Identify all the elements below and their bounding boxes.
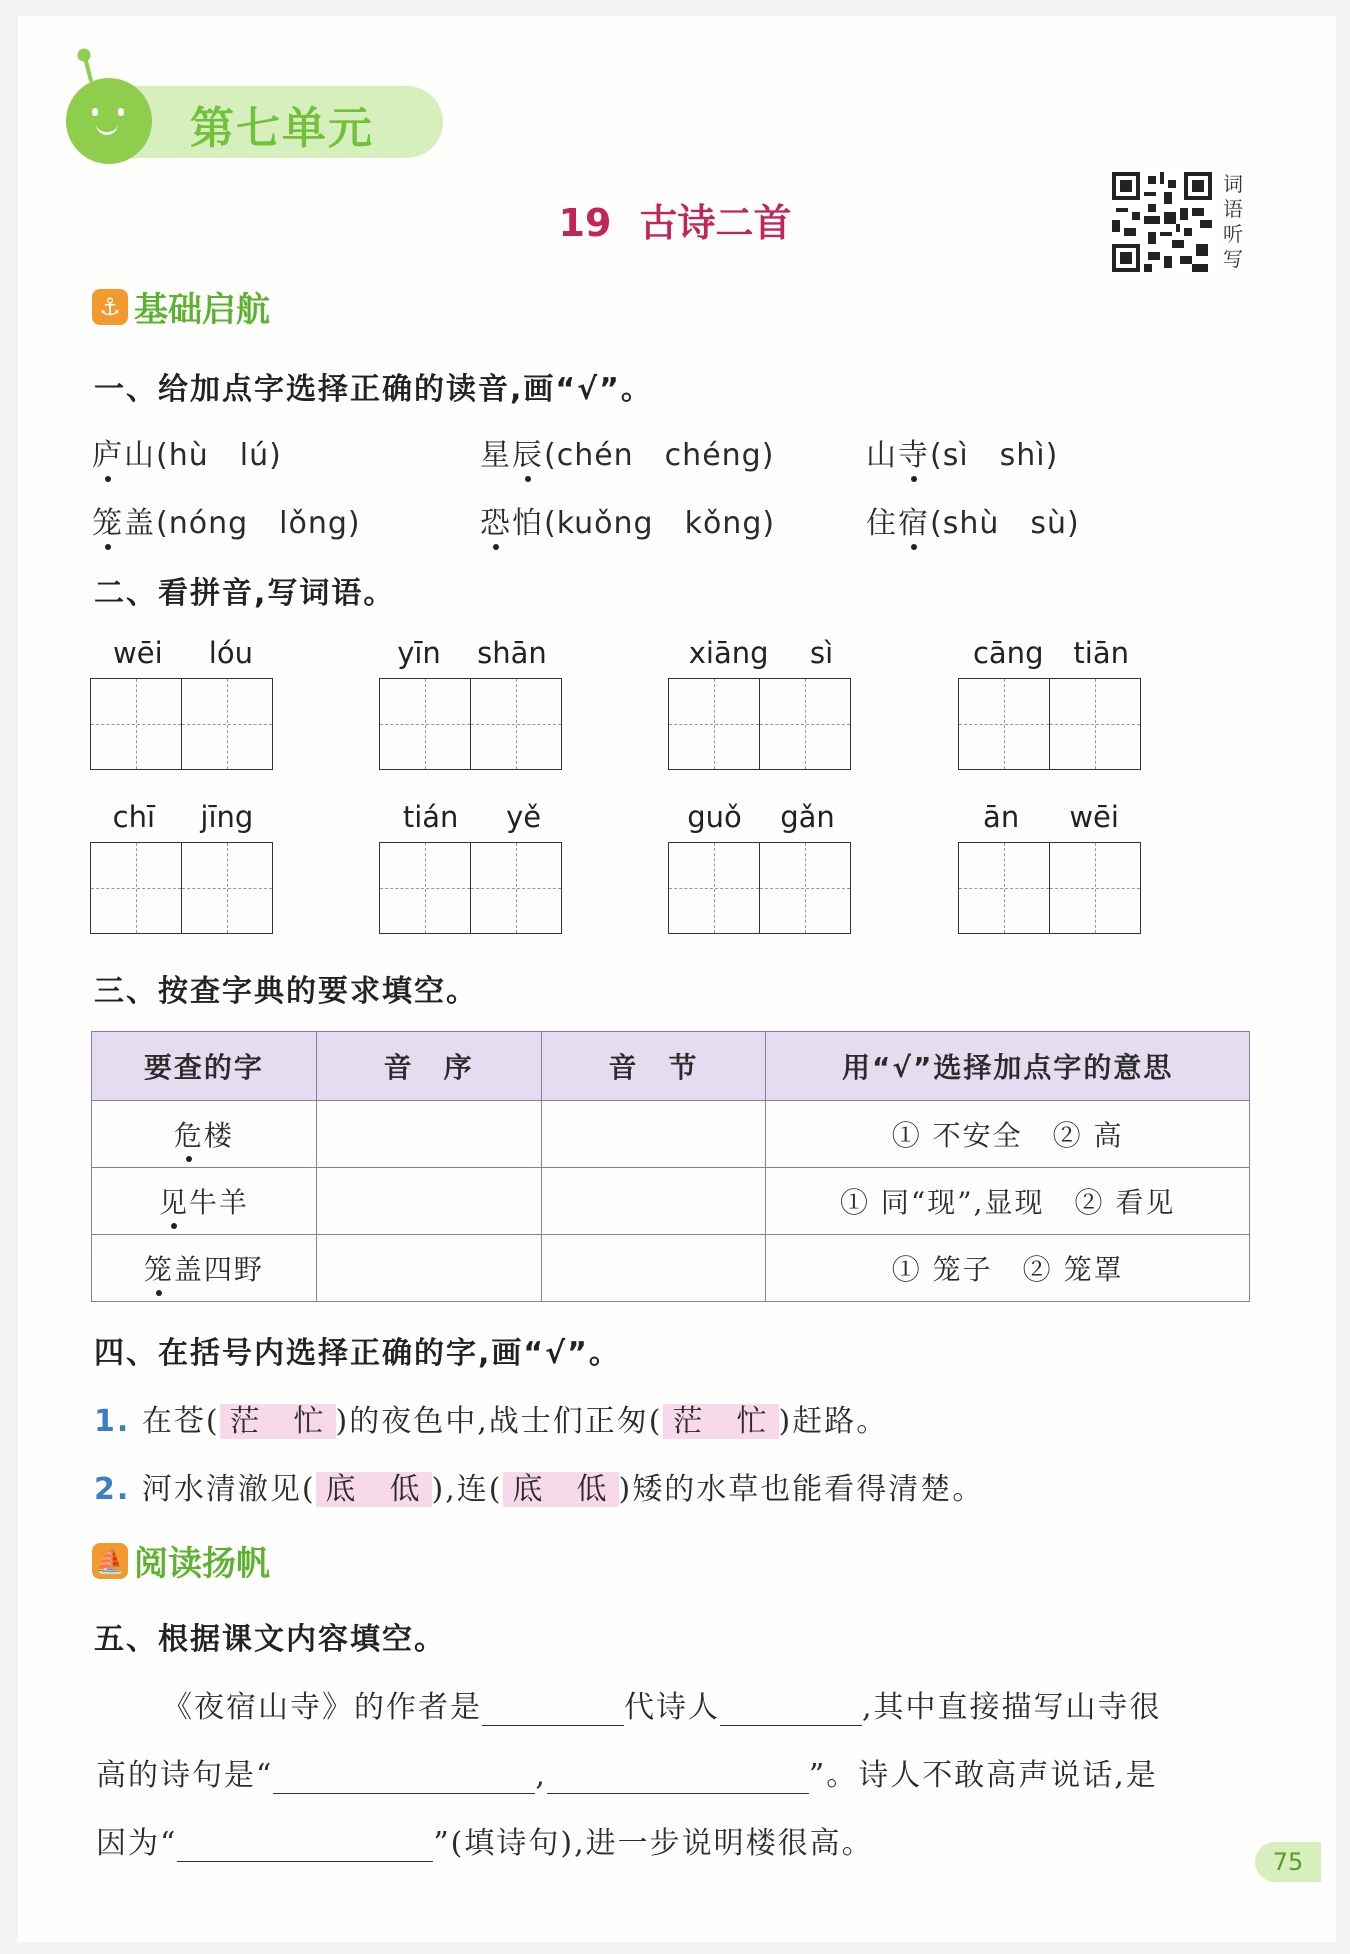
qr-label: 词 语 听 写	[1223, 172, 1243, 271]
section-basics: ⚓ 基础启航	[92, 282, 270, 331]
table-header: 音 节	[541, 1032, 766, 1101]
writing-cell[interactable]	[1049, 678, 1141, 770]
char-choice[interactable]: 底 低	[316, 1472, 432, 1507]
syllable-cell[interactable]	[541, 1168, 766, 1235]
writing-cell[interactable]	[379, 678, 471, 770]
table-header: 要查的字	[92, 1032, 317, 1101]
order-cell[interactable]	[316, 1101, 541, 1168]
section-reading: ⛵ 阅读扬帆	[92, 1536, 270, 1585]
meaning-options[interactable]: ① 同“现”,显现 ② 看见	[766, 1168, 1250, 1235]
q1-item: 笼盖(nóng lǒng)	[92, 498, 361, 542]
writing-cell[interactable]	[90, 678, 182, 770]
mascot-icon	[66, 78, 152, 164]
writing-cell[interactable]	[759, 842, 851, 934]
writing-cell[interactable]	[759, 678, 851, 770]
q4-item: 2. 河水清澈见( 底 低 ),连( 底 低 )矮的水草也能看得清楚。	[94, 1472, 985, 1507]
sailboat-icon: ⛵	[92, 1543, 128, 1579]
writing-cell[interactable]	[668, 842, 760, 934]
char-choice[interactable]: 茫 忙	[220, 1404, 336, 1439]
char-choice[interactable]: 底 低	[503, 1472, 619, 1507]
q2-title: 二、看拼音,写词语。	[94, 576, 396, 611]
table-header: 音 序	[316, 1032, 541, 1101]
q1-item: 星辰(chén chéng)	[480, 430, 774, 474]
writing-cell[interactable]	[668, 678, 760, 770]
syllable-cell[interactable]	[541, 1235, 766, 1302]
writing-cell[interactable]	[181, 842, 273, 934]
unit-title: 第七单元	[190, 103, 374, 154]
lookup-word: 危楼	[92, 1101, 317, 1168]
q1-title: 一、给加点字选择正确的读音,画“√”。	[94, 372, 653, 407]
qr-code-icon[interactable]	[1112, 172, 1212, 272]
answer-blank[interactable]	[273, 1763, 535, 1794]
answer-blank[interactable]	[177, 1831, 433, 1862]
order-cell[interactable]	[316, 1168, 541, 1235]
table-row	[92, 1235, 1250, 1302]
q4-item: 1. 在苍( 茫 忙 )的夜色中,战士们正匆( 茫 忙 )赶路。	[94, 1404, 889, 1439]
answer-blank[interactable]	[482, 1695, 624, 1726]
q5-line: 因为“ ”(填诗句),进一步说明楼很高。	[96, 1826, 874, 1861]
writing-cell[interactable]	[470, 678, 562, 770]
q1-item: 庐山(hù lú)	[92, 430, 282, 474]
meaning-options[interactable]: ① 笼子 ② 笼罩	[766, 1235, 1250, 1302]
q5-line: 《夜宿山寺》的作者是 代诗人 ,其中直接描写山寺很	[162, 1690, 1162, 1725]
table-row	[92, 1101, 1250, 1168]
lookup-word: 见牛羊	[92, 1168, 317, 1235]
table-row	[92, 1168, 1250, 1235]
writing-cell[interactable]	[958, 678, 1050, 770]
anchor-icon: ⚓	[92, 289, 128, 325]
writing-cell[interactable]	[958, 842, 1050, 934]
table-header: 用“√”选择加点字的意思	[766, 1032, 1250, 1101]
order-cell[interactable]	[316, 1235, 541, 1302]
writing-cell[interactable]	[1049, 842, 1141, 934]
q1-item: 恐怕(kuǒng kǒng)	[480, 498, 775, 542]
q4-title: 四、在括号内选择正确的字,画“√”。	[94, 1336, 621, 1371]
writing-cell[interactable]	[181, 678, 273, 770]
page-number: 75	[1255, 1842, 1321, 1882]
q5-title: 五、根据课文内容填空。	[94, 1622, 446, 1657]
dictionary-table	[91, 1031, 1250, 1302]
q1-item: 山寺(sì shì)	[866, 430, 1058, 474]
lesson-number: 19	[558, 201, 612, 245]
lookup-word: 笼盖四野	[92, 1235, 317, 1302]
syllable-cell[interactable]	[541, 1101, 766, 1168]
q1-item: 住宿(shù sù)	[866, 498, 1080, 542]
char-choice[interactable]: 茫 忙	[663, 1404, 779, 1439]
q5-line: 高的诗句是“ , ”。诗人不敢高声说话,是	[96, 1758, 1158, 1793]
q3-title: 三、按查字典的要求填空。	[94, 974, 478, 1009]
writing-cell[interactable]	[379, 842, 471, 934]
answer-blank[interactable]	[547, 1763, 809, 1794]
writing-cell[interactable]	[470, 842, 562, 934]
answer-blank[interactable]	[720, 1695, 862, 1726]
lesson-name: 古诗二首	[639, 201, 792, 245]
meaning-options[interactable]: ① 不安全 ② 高	[766, 1101, 1250, 1168]
writing-cell[interactable]	[90, 842, 182, 934]
